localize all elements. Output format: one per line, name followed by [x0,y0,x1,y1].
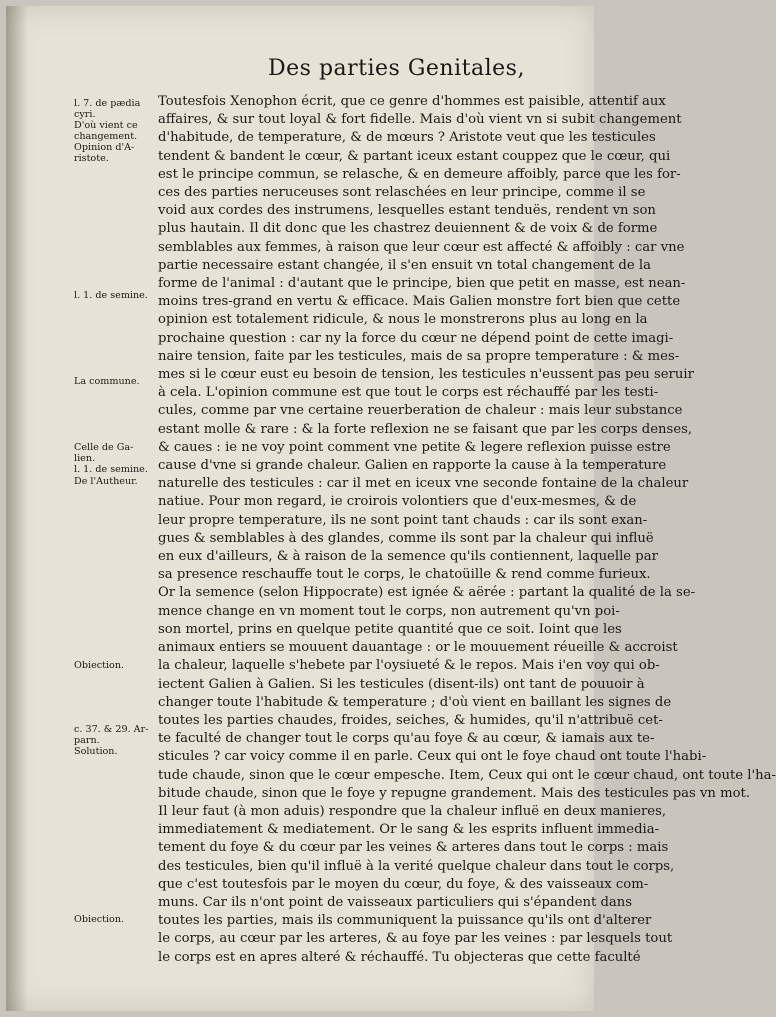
margin-note: Solution. [74,746,118,757]
text-line: mes si le cœur eust eu besoin de tension, les testicules n'eussent pas peu seruir [158,367,694,383]
text-line: muns. Car ils n'ont point de vaisseaux particuliers qui s'épandent dans [158,894,633,910]
text-line: le corps, au cœur par les arteres, & au foye par les veines : par lesquels tout [158,931,673,947]
page-gutter-shadow [6,6,28,1011]
text-line: cause d'vne si grande chaleur. Galien en rapporte la cause à la temperature [158,458,667,474]
text-line: moins tres-grand en vertu & efficace. Mais Galien monstre fort bien que cette [158,294,681,310]
running-head: Des parties Genitales, [268,56,525,81]
margin-note: Opinion d'A- ristote. [74,142,135,164]
text-line: tude chaude, sinon que le cœur empesche. Item, Ceux qui ont le cœur chaud, ont toute l'ha- [158,767,776,783]
text-line: des testicules, bien qu'il influë à la verité quelque chaleur dans tout le corps, [158,858,675,874]
text-line: void aux cordes des instrumens, lesquelles estant tenduës, rendent vn son [158,203,656,219]
text-line: Il leur faut (à mon aduis) respondre que la chaleur influë en deux manieres, [158,803,667,819]
text-line: plus hautain. Il dit donc que les chastrez deuiennent & de voix & de forme [158,221,658,237]
text-line: sa presence reschauffe tout le corps, le chatoüille & rend comme furieux. [158,567,651,583]
text-line: te faculté de changer tout le corps qu'au foye & au cœur, & iamais aux te- [158,731,655,747]
margin-note: l. 1. de semine. [74,464,148,475]
text-line: le corps est en apres alteré & réchauffé. Tu objecteras que cette faculté [158,949,641,965]
text-line: bitude chaude, sinon que le foye y repugne grandement. Mais des testicules pas vn mot. [158,785,751,801]
text-line: à cela. L'opinion commune est que tout le corps est réchauffé par les testi- [158,385,659,401]
body-text [158,93,776,967]
text-line: estant molle & rare : & la forte reflexion ne se faisant que par les corps denses, [158,421,693,437]
text-line: ces des parties neruceuses sont relaschées en leur principe, comme il se [158,185,646,201]
margin-note: Obiection. [74,660,125,671]
text-line: natiue. Pour mon regard, ie croirois volontiers que d'eux-mesmes, & de [158,494,637,510]
margin-note: La commune. [74,376,140,387]
text-line: iectent Galien à Galien. Si les testicules (disent-ils) ont tant de pouuoir à [158,676,645,692]
text-line: opinion est totalement ridicule, & nous le monstrerons plus au long en la [158,312,648,328]
margin-note: l. 7. de pædia cyri. [74,98,141,120]
text-line: changer toute l'habitude & temperature ; d'où vient en baillant les signes de [158,694,672,710]
text-line: naire tension, faite par les testicules, mais de sa propre temperature : & mes- [158,348,680,364]
text-line: tendent & bandent le cœur, & partant iceux estant couppez que le cœur, qui [158,148,671,164]
text-line: tement du foye & du cœur par les veines & arteres dans tout le corps : mais [158,840,669,856]
text-line: & caues : ie ne voy point comment vne petite & legere reflexion puisse estre [158,439,671,455]
text-line: Or la semence (selon Hippocrate) est ignée & aërée : partant la qualité de la se- [158,585,696,601]
margin-note: l. 1. de semine. [74,290,148,301]
text-line: son mortel, prins en quelque petite quantité que ce soit. Ioint que les [158,621,622,637]
text-line: d'habitude, de temperature, & de mœurs ? Aristote veut que les testicules [158,130,656,146]
margin-note: De l'Autheur. [74,476,138,487]
text-line: forme de l'animal : d'autant que le principe, bien que petit en masse, est nean- [158,276,686,292]
text-line: partie necessaire estant changée, il s'en ensuit vn total changement de la [158,257,651,273]
text-line: semblables aux femmes, à raison que leur cœur est affecté & affoibly : car vne [158,239,685,255]
book-page [6,6,776,1011]
text-line: toutes les parties chaudes, froides, seiches, & humides, qu'il n'attribuë cet- [158,712,663,728]
text-line: toutes les parties, mais ils communiquent la puissance qu'ils ont d'alterer [158,913,652,929]
text-line: mence change en vn moment tout le corps, non autrement qu'vn poi- [158,603,620,619]
text-line: Toutesfois Xenophon écrit, que ce genre d'hommes est paisible, attentif aux [158,94,666,109]
text-line: cules, comme par vne certaine reuerberation de chaleur : mais leur substance [158,403,683,419]
text-line: la chaleur, laquelle s'hebete par l'oysiueté & le repos. Mais i'en voy qui ob- [158,658,660,674]
text-line: animaux entiers se mouuent dauantage : or le mouuement réueille & accroist [158,640,678,656]
text-line: naturelle des testicules : car il met en iceux vne seconde fontaine de la chaleur [158,476,689,492]
text-line: prochaine question : car ny la force du cœur ne dépend point de cette imagi- [158,330,674,346]
margin-note: D'où vient ce changement. [74,120,138,142]
margin-note: c. 37. & 29. Ar- parn. [74,724,149,746]
text-line: sticules ? car voicy comme il en parle. Ceux qui ont le foye chaud ont toute l'habi- [158,749,707,765]
text-line: immediatement & mediatement. Or le sang & les esprits influent immedia- [158,822,660,838]
text-line: gues & semblables à des glandes, comme ils sont par la chaleur qui influë [158,530,654,546]
text-line: en eux d'ailleurs, & à raison de la semence qu'ils contiennent, laquelle par [158,549,658,565]
margin-note: Celle de Ga- lien. [74,442,134,464]
text-line: est le principe commun, se relasche, & en demeure affoibly, parce que les for- [158,166,681,182]
margin-note: Obiection. [74,914,125,925]
text-line: affaires, & sur tout loyal & fort fidelle. Mais d'où vient vn si subit changement [158,112,682,128]
text-line: leur propre temperature, ils ne sont point tant chauds : car ils sont exan- [158,512,648,528]
text-line: que c'est toutesfois par le moyen du cœur, du foye, & des vaisseaux com- [158,876,649,892]
